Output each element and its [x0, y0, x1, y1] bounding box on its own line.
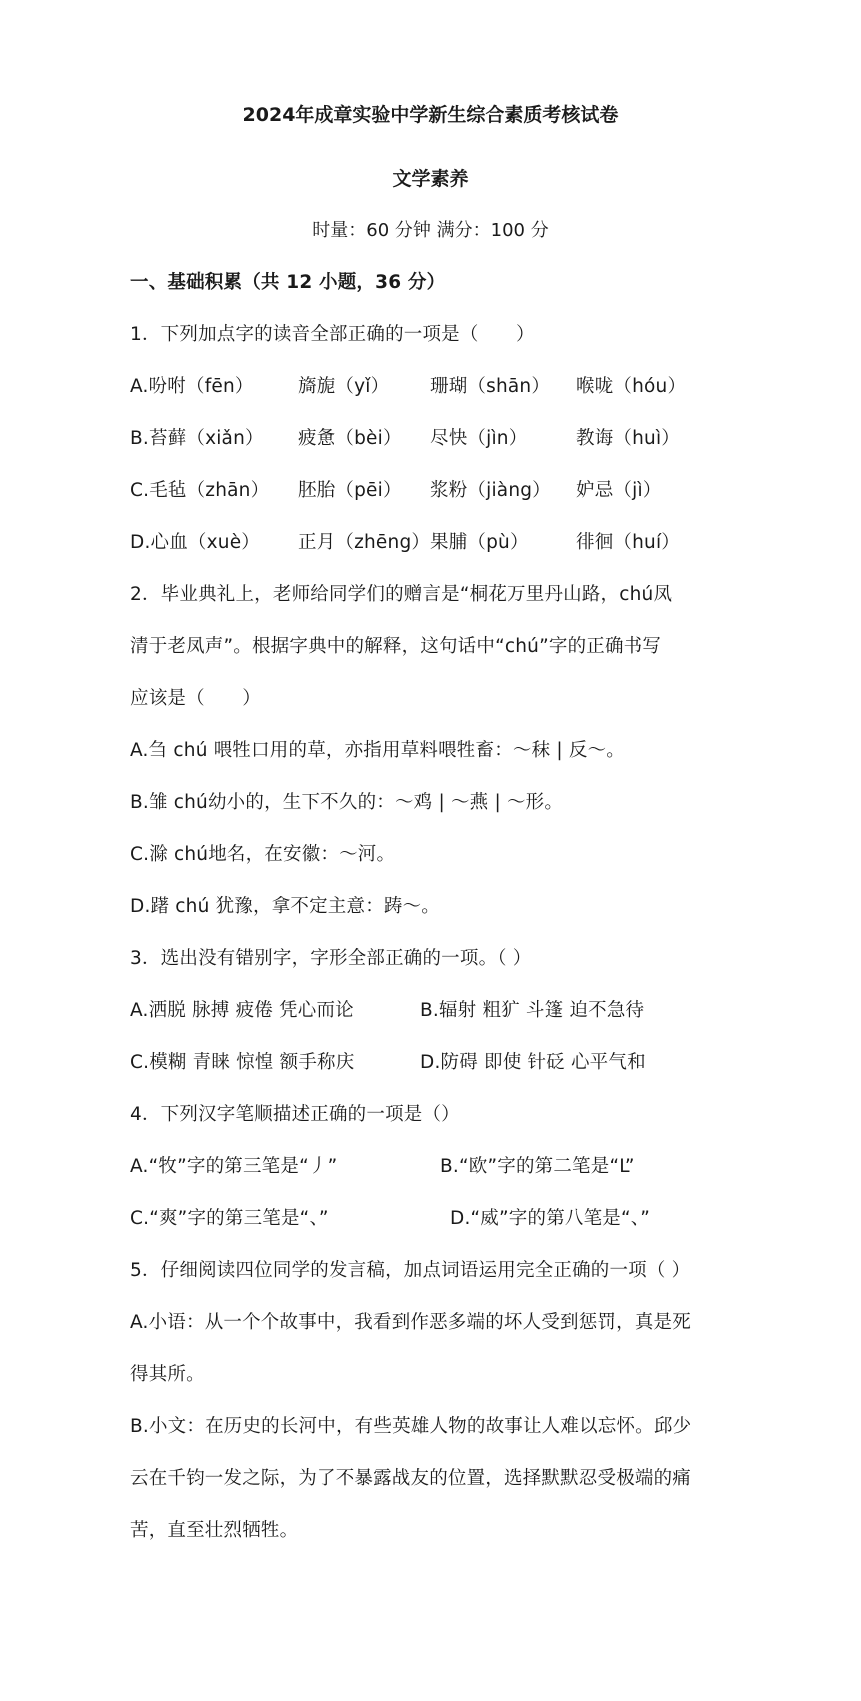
option-a-item-4: 喉咙（hóu） — [576, 376, 687, 397]
question-3-stem: 3．选出没有错别字，字形全部正确的一项。（ ） — [130, 948, 532, 969]
exam-title: 2024年成章实验中学新生综合素质考核试卷 — [242, 104, 619, 126]
option-d-item-3: 果脯（pù） — [430, 532, 529, 553]
question-5-option-a-line-1: A.小语：从一个个故事中，我看到作恶多端的坏人受到惩罚，真是死 — [130, 1312, 691, 1333]
option-a-item-1: A.吩咐（fēn） — [130, 376, 254, 397]
question-2-option-c: C.滁 chú地名，在安徽：～河。 — [130, 844, 396, 865]
question-4-option-b: B.“欧”字的第二笔是“L” — [440, 1156, 635, 1177]
option-c-item-1: C.毛毡（zhān） — [130, 480, 270, 501]
question-2-stem-line-1: 2．毕业典礼上，老师给同学们的赠言是“桐花万里丹山路，chú凤 — [130, 584, 673, 605]
option-d-item-4: 徘徊（huí） — [576, 532, 680, 553]
question-4-stem: 4．下列汉字笔顺描述正确的一项是（） — [130, 1104, 460, 1125]
option-a-item-2: 旖旎（yǐ） — [298, 376, 390, 397]
option-b-item-4: 教诲（huì） — [576, 428, 680, 449]
option-b-item-3: 尽快（jìn） — [430, 428, 528, 449]
question-4-option-c: C.“爽”字的第三笔是“、” — [130, 1208, 329, 1229]
option-b-item-1: B.苔藓（xiǎn） — [130, 428, 264, 449]
option-c-item-3: 浆粉（jiàng） — [430, 480, 551, 501]
exam-meta: 时量：60 分钟 满分：100 分 — [312, 220, 549, 241]
question-4-option-d: D.“威”字的第八笔是“、” — [450, 1208, 651, 1229]
question-5-option-a-line-2: 得其所。 — [130, 1364, 205, 1385]
question-5-option-b-line-2: 云在千钧一发之际，为了不暴露战友的位置，选择默默忍受极端的痛 — [130, 1468, 692, 1489]
question-4-option-a: A.“牧”字的第三笔是“丿” — [130, 1156, 338, 1177]
question-2-stem-line-3: 应该是（ ） — [130, 688, 261, 709]
question-1-stem: 1．下列加点字的读音全部正确的一项是（ ） — [130, 324, 535, 345]
option-c-item-2: 胚胎（pēi） — [298, 480, 402, 501]
subject-title: 文学素养 — [392, 168, 469, 190]
question-3-option-d: D.防碍 即使 针砭 心平气和 — [420, 1052, 646, 1073]
section-heading: 一、基础积累（共 12 小题，36 分） — [130, 272, 446, 293]
question-5-stem: 5．仔细阅读四位同学的发言稿，加点词语运用完全正确的一项（ ） — [130, 1260, 691, 1281]
option-b-item-2: 疲惫（bèi） — [298, 428, 402, 449]
question-5-option-b-line-3: 苦，直至壮烈牺牲。 — [130, 1520, 299, 1541]
option-d-item-2: 正月（zhēng） — [298, 532, 431, 553]
question-3-option-c: C.模糊 青睐 惊惶 额手称庆 — [130, 1052, 355, 1073]
question-2-option-b: B.雏 chú幼小的，生下不久的：～鸡 | ～燕 | ～形。 — [130, 792, 564, 813]
question-2-option-a: A.刍 chú 喂牲口用的草，亦指用草料喂牲畜：～秣 | 反～。 — [130, 740, 625, 761]
option-d-item-1: D.心血（xuè） — [130, 532, 260, 553]
question-2-option-d: D.躇 chú 犹豫，拿不定主意：踌～。 — [130, 896, 441, 917]
question-3-option-b: B.辐射 粗犷 斗篷 迫不急待 — [420, 1000, 645, 1021]
question-2-stem-line-2: 清于老凤声”。根据字典中的解释，这句话中“chú”字的正确书写 — [130, 636, 662, 657]
question-5-option-b-line-1: B.小文：在历史的长河中，有些英雄人物的故事让人难以忘怀。邱少 — [130, 1416, 692, 1437]
question-3-option-a: A.洒脱 脉搏 疲倦 凭心而论 — [130, 1000, 354, 1021]
option-c-item-4: 妒忌（jì） — [576, 480, 662, 501]
option-a-item-3: 珊瑚（shān） — [430, 376, 551, 397]
